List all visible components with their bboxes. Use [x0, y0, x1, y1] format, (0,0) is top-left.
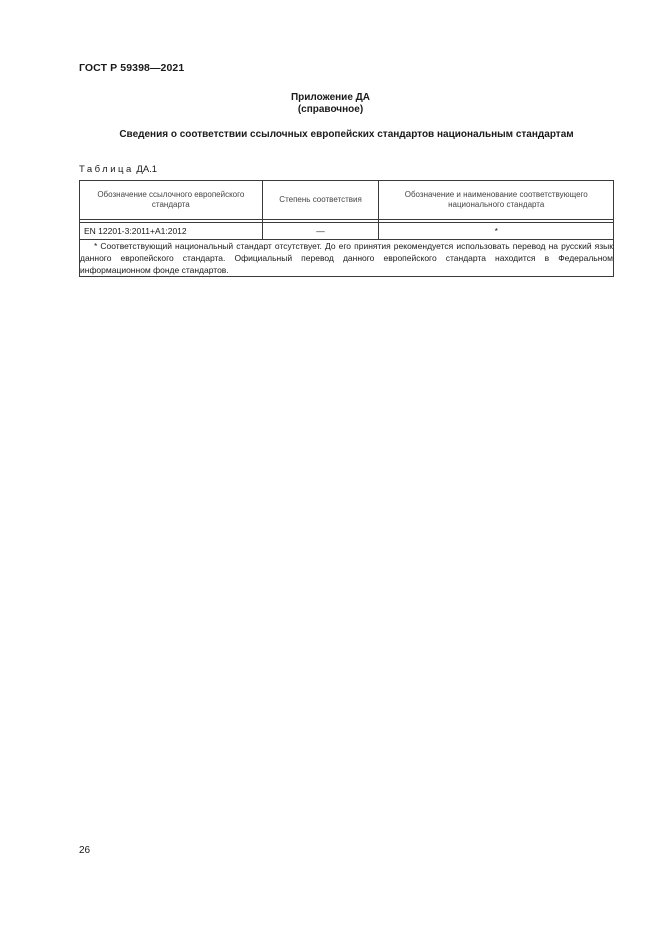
appendix-subtitle: (справочное) — [297, 104, 364, 115]
header-cell-national-standard: Обозначение и наименование соответствующего национального стандарта — [379, 181, 614, 220]
table-caption-id: ДА.1 — [136, 164, 158, 175]
cell-national-standard: * — [379, 223, 614, 240]
header-cell-european-standard: Обозначение ссылочного европейского стандарта — [80, 181, 263, 220]
document-code: ГОСТ Р 59398—2021 — [79, 62, 185, 74]
reference-standards-table — [79, 180, 614, 277]
table-header-row — [80, 181, 614, 220]
table-caption-word: Таблица — [79, 164, 134, 175]
table-footnote: * Соответствующий национальный стандарт отсутствует. До его принятия рекомендуется использовать перевод на русский язык данного европейского стандарта. Официальный перевод данного европейского стандарта находится в Федеральном информационном фонде стандартов. — [80, 241, 613, 275]
table-footnote-row — [80, 240, 614, 277]
cell-european-standard: EN 12201-3:2011+A1:2012 — [80, 223, 263, 240]
cell-degree: — — [262, 223, 379, 240]
section-title: Сведения о соответствии ссылочных европейских стандартов национальным стандартам — [119, 129, 574, 140]
appendix-title: Приложение ДА — [290, 92, 371, 103]
table-row — [80, 223, 614, 240]
table-footnote-cell — [80, 240, 614, 277]
appendix-heading — [0, 92, 661, 116]
table-caption — [79, 164, 157, 175]
header-cell-degree: Степень соответствия — [262, 181, 379, 220]
page-number: 26 — [79, 845, 91, 856]
